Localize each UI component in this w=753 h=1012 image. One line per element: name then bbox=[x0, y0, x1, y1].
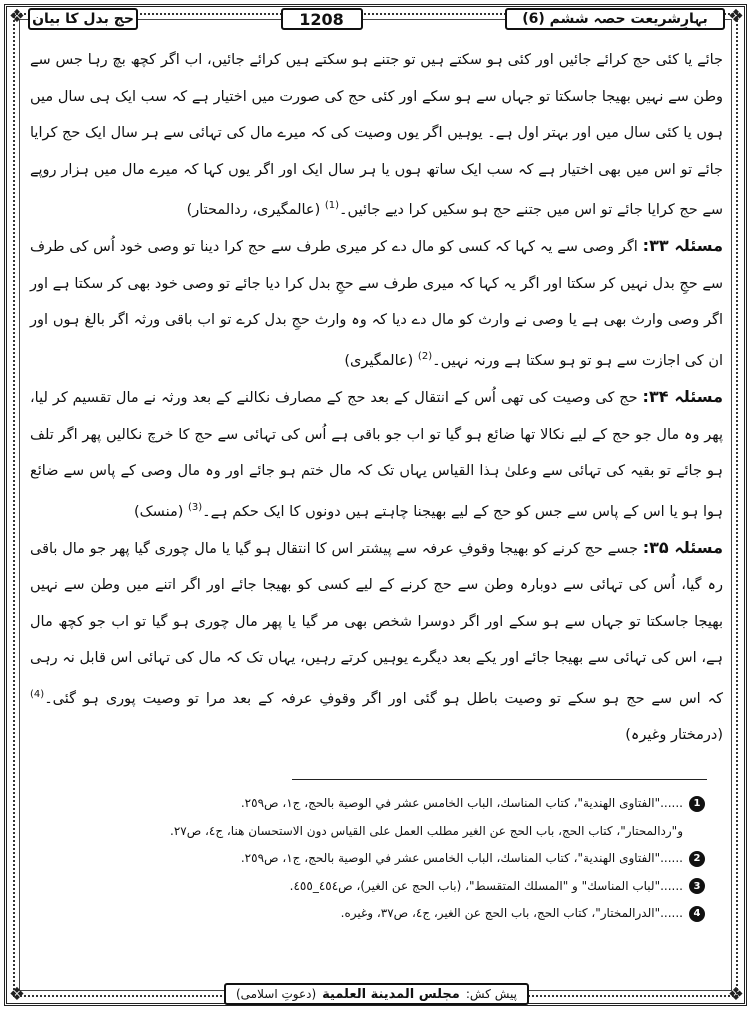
footnote-text: ......"الدرالمختار"، كتاب الحج، باب الحج عن الغير، ج٤، ص٣٧، وغيره. bbox=[340, 906, 683, 920]
publisher-subtitle: (دعوتِ اسلامی) bbox=[236, 987, 317, 1001]
footnote-ref: (4) bbox=[30, 688, 45, 700]
corner-ornament-icon: ❖ bbox=[8, 6, 26, 27]
masala-label: مسئلہ ۳۵: bbox=[642, 537, 723, 557]
publisher-box bbox=[224, 983, 529, 1005]
publisher-name: مجلس المدينة العلمية bbox=[322, 986, 460, 1002]
paragraph-text: حج کی وصیت کی تھی اُس کے انتقال کے بعد حج کے مصارف نکالنے کے بعد ورثہ نے مال تقسیم کر لیا، پھر وہ مال جو حج کے لیے نکالا تھا ضائع ہو گیا تو اب جو باقی ہے اُس کی تہائی سے حج کا خرچ نکالیں پھر اگر تلف ہو جائے تو بقیہ کی تہائی سے وعلیٰ ہذا القیاس یہاں تک کہ مال ختم ہو جائے اور وہ مال وصی کے پاس سے ضائع ہوا ہو یا اس کے پاس سے جس کو حج کے لیے بھیجنا چاہتے ہیں دونوں کا ایک حکم ہے۔ bbox=[30, 390, 723, 520]
footnote-number: 1 bbox=[689, 796, 705, 812]
footnotes bbox=[40, 790, 705, 928]
paragraph bbox=[30, 530, 723, 754]
source-citation: (درمختار وغیرہ) bbox=[625, 727, 723, 744]
footnote-text: و"ردالمحتار"، كتاب الحج، باب الحج عن الغير مطلب العمل على القياس دون الاستحسان هنا، ج٤، ص٢٧. bbox=[169, 823, 683, 838]
main-text bbox=[30, 42, 723, 754]
masala-label: مسئلہ ۳۳: bbox=[642, 236, 723, 256]
paragraph bbox=[30, 379, 723, 530]
footnote-number: 2 bbox=[689, 851, 705, 867]
paragraph-text: جسے حج کرنے کو بھیجا وقوفِ عرفہ سے پیشتر اس کا انتقال ہو گیا یا مال چوری گیا پھر جو مال باقی رہ گیا، اُس کی تہائی سے دوبارہ وطن سے حج کرنے کے لیے کسی کو بھیجا جائے اور اگر اتنے میں وطن سے نہیں بھیجا جاسکتا تو جہاں سے ہو سکے اور اگر دوسرا شخص بھی مر گیا یا پھر مال چوری ہو گیا تو اب جو کچھ مال ہے، اس کی تہائی سے بھیجا جائے اور یکے بعد دیگرے یوہیں کرتے رہیں، یہاں تک کہ مال کی تہائی اس قابل نہ رہی کہ اس سے حج ہو سکے تو وصیت باطل ہو گئی اور اگر وقوفِ عرفہ کے بعد مرا تو وصیت پوری ہو گئی۔ bbox=[30, 540, 723, 707]
paragraph bbox=[30, 42, 723, 228]
chapter-title: حج بدل کا بیان bbox=[28, 8, 138, 30]
paragraph-text: جائے یا کئی حج کرائے جائیں اور کئی ہو سکتے ہیں تو جتنے ہو سکتے ہیں کرائے جائیں، اب اگر کچھ بچ رہا جس سے وطن سے نہیں بھیجا جاسکتا تو جہاں سے ہو سکے اور کئی حج کی صورت میں اختیار ہے کہ سب ایک ہی سال میں ہوں یا کئی سال میں اور بہتر اول ہے۔ یوہیں اگر یوں وصیت کی کہ میرے مال کی تہائی سے ہر سال ایک حج کرایا جائے تو اس میں بھی اختیار ہے کہ سب ایک ساتھ ہوں یا ہر سال ایک اور اگر یوں کہا کہ میرے مال میں ہزار روپے سے حج کرایا جائے تو اس میں جتنے حج ہو سکیں کرا دیے جائیں۔ bbox=[30, 52, 723, 218]
corner-ornament-icon: ❖ bbox=[8, 984, 26, 1005]
footnote-text: ......"الفتاوى الهندية"، كتاب المناسك، الباب الخامس عشر في الوصية بالحج، ج١، ص٢٥٩. bbox=[240, 851, 683, 865]
source-citation: (عالمگیری، ردالمحتار) bbox=[186, 201, 321, 218]
footnote-number: 3 bbox=[689, 878, 705, 894]
footnote-text: ......"الفتاوى الهندية"، كتاب المناسك، الباب الخامس عشر في الوصية بالحج، ج١، ص٢٥٩. bbox=[240, 796, 683, 810]
footnote bbox=[40, 818, 705, 846]
masala-label: مسئلہ ۳۴: bbox=[642, 387, 723, 407]
footnote-ref: (2) bbox=[417, 350, 433, 362]
footnote bbox=[40, 845, 705, 873]
footnote-divider bbox=[292, 779, 707, 780]
corner-ornament-icon: ❖ bbox=[727, 6, 745, 27]
source-citation: (عالمگیری) bbox=[344, 352, 414, 369]
footnote bbox=[40, 873, 705, 901]
footnote-number: 4 bbox=[689, 906, 705, 922]
source-citation: (منسک) bbox=[134, 503, 184, 520]
page-header bbox=[28, 6, 725, 32]
footnote-text: ......"لباب المناسك" و "المسلك المتقسط"، (باب الحج عن الغير)، ص٤٥٤_٤٥٥. bbox=[289, 878, 683, 893]
paragraph bbox=[30, 228, 723, 379]
corner-ornament-icon: ❖ bbox=[727, 984, 745, 1005]
footnote-number bbox=[689, 823, 705, 839]
page-number: 1208 bbox=[281, 8, 363, 30]
footnote bbox=[40, 790, 705, 818]
paragraph-text: اگر وصی سے یہ کہا کہ کسی کو مال دے کر میری طرف سے حج کرا دینا تو وصی خود اُس کی طرف سے حجِ بدل نہیں کر سکتا اور اگر یہ کہا کہ میری طرف سے حجِ بدل کرا دیا جائے تو وصی خود بھی کر سکتا ہے اور اگر وصی وارث بھی ہے یا وصی نے وارث کو مال دے دیا کہ وہ وارث حجِ بدل کرے تو اب باقی ورثہ اگر بالغ ہوں اور ان کی اجازت سے ہو تو ہو سکتا ہے ورنہ نہیں۔ bbox=[30, 239, 723, 369]
page-footer bbox=[28, 982, 725, 1006]
presenter-label: پیش کش: bbox=[465, 987, 517, 1001]
book-title: بہارِشریعت حصہ ششم (6) bbox=[505, 8, 725, 30]
footnote-ref: (3) bbox=[187, 501, 203, 513]
footnote-ref: (1) bbox=[324, 200, 340, 211]
footnote bbox=[40, 900, 705, 928]
